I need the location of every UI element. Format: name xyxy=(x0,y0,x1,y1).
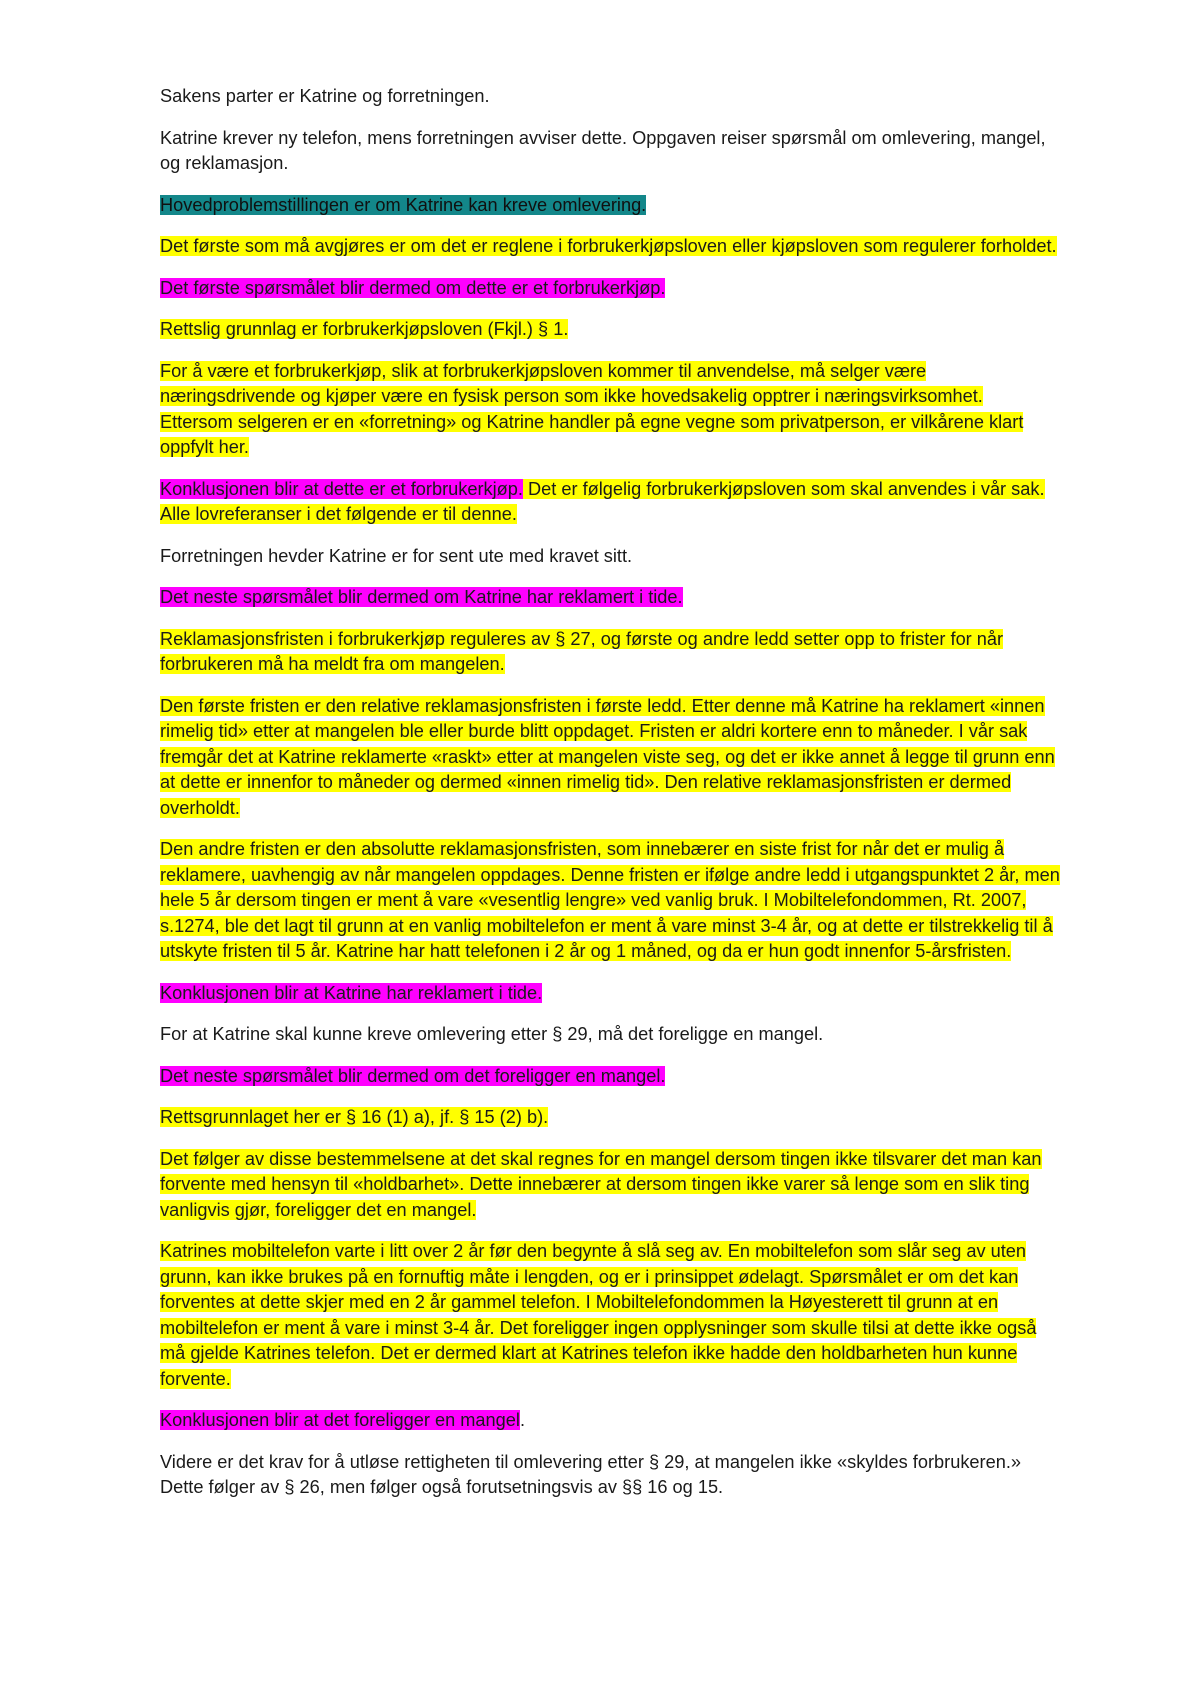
paragraph xyxy=(160,1408,1060,1434)
highlighted-text-yellow: For å være et forbrukerkjøp, slik at forbrukerkjøpsloven kommer til anvendelse, må selger være næringsdrivende og kjøper være en fysisk person som ikke hovedsakelig opptrer i næringsvirksomhet. Ettersom selgeren er en «forretning» og Katrine handler på egne vegne som privatperson, er vilkårene klart oppfylt her. xyxy=(160,360,1024,457)
text-segment: Sakens parter er Katrine og forretningen. xyxy=(160,86,490,106)
text-segment: . xyxy=(519,1410,525,1430)
paragraph xyxy=(160,1105,1060,1131)
paragraph xyxy=(160,981,1060,1007)
text-segment: Videre er det krav for å utløse rettigheten til omlevering etter § 29, at mangelen ikke «skyldes forbrukeren.» Dette følger av § 26, men følger også forutsetningsvis av §§ 16 og 15. xyxy=(160,1451,1021,1497)
paragraph xyxy=(160,544,1060,570)
paragraph xyxy=(160,627,1060,678)
paragraph xyxy=(160,1239,1060,1392)
text-segment: Forretningen hevder Katrine er for sent ute med kravet sitt. xyxy=(160,545,633,566)
highlighted-text-yellow: Den andre fristen er den absolutte reklamasjonsfristen, som innebærer en siste frist for når det er mulig å reklamere, uavhengig av når mangelen oppdages. Denne fristen er ifølge andre ledd i utgangspunktet 2 år, men hele 5 år dersom tingen er ment å vare «vesentlig lengre» ved vanlig bruk. I Mobiltelefondommen, Rt. 2007, s.1274, ble det lagt til grunn at en vanlig mobiltelefon er ment å vare minst 3-4 år, og at dette er tilstrekkelig til å utskyte fristen til 5 år. Katrine har hatt telefonen i 2 år og 1 måned, og da er hun godt innenfor 5-årsfristen. xyxy=(160,839,1060,961)
highlighted-text-magenta: Konklusjonen blir at Katrine har reklamert i tide. xyxy=(160,982,543,1003)
highlighted-text-yellow: Det er følgelig forbrukerkjøpsloven som skal anvendes i vår sak. Alle lovreferanser i det følgende er til denne. xyxy=(160,478,1045,524)
paragraph xyxy=(160,234,1060,260)
highlighted-text-yellow: Det følger av disse bestemmelsene at det skal regnes for en mangel dersom tingen ikke tilsvarer det man kan forvente med hensyn til «holdbarhet». Dette innebærer at dersom tingen ikke varer så lenge som en slik ting vanligvis gjør, foreligger det en mangel. xyxy=(160,1148,1042,1220)
highlighted-text-magenta: Konklusjonen blir at dette er et forbrukerkjøp. xyxy=(160,478,523,499)
paragraph xyxy=(160,1147,1060,1224)
paragraph xyxy=(160,193,1060,219)
paragraph xyxy=(160,837,1060,965)
paragraph xyxy=(160,477,1060,528)
paragraph xyxy=(160,1064,1060,1090)
paragraph xyxy=(160,1022,1060,1048)
highlighted-text-magenta: Det neste spørsmålet blir dermed om Katrine har reklamert i tide. xyxy=(160,587,683,607)
text-segment: For at Katrine skal kunne kreve omlevering etter § 29, må det foreligge en mangel. xyxy=(160,1024,824,1044)
highlighted-text-yellow: Den første fristen er den relative reklamasjonsfristen i første ledd. Etter denne må Katrine ha reklamert «innen rimelig tid» etter at mangelen ble eller burde blitt oppdaget. Fristen er aldri kortere enn to måneder. I vår sak fremgår det at Katrine reklamerte «raskt» etter at mangelen viste seg, og det er ikke annet å legge til grunn enn at dette er innenfor to måneder og dermed «innen rimelig tid». Den relative reklamasjonsfristen er dermed overholdt. xyxy=(160,695,1055,818)
paragraph xyxy=(160,1450,1060,1501)
highlighted-text-magenta: Det neste spørsmålet blir dermed om det foreligger en mangel. xyxy=(160,1065,666,1086)
highlighted-text-magenta: Konklusjonen blir at det foreligger en mangel xyxy=(160,1410,520,1430)
highlighted-text-yellow: Rettslig grunnlag er forbrukerkjøpsloven (Fkjl.) § 1. xyxy=(160,319,569,339)
paragraph xyxy=(160,126,1060,177)
highlighted-text-yellow: Det første som må avgjøres er om det er reglene i forbrukerkjøpsloven eller kjøpsloven som regulerer forholdet. xyxy=(160,236,1057,256)
paragraph xyxy=(160,84,1060,110)
highlighted-text-yellow: Reklamasjonsfristen i forbrukerkjøp reguleres av § 27, og første og andre ledd setter opp to frister for når forbrukeren må ha meldt fra om mangelen. xyxy=(160,628,1004,674)
document-body xyxy=(160,84,1060,1501)
paragraph xyxy=(160,694,1060,822)
highlighted-text-teal: Hovedproblemstillingen er om Katrine kan kreve omlevering. xyxy=(160,194,647,215)
paragraph xyxy=(160,359,1060,461)
paragraph xyxy=(160,276,1060,302)
paragraph xyxy=(160,585,1060,611)
text-segment: Katrine krever ny telefon, mens forretningen avviser dette. Oppgaven reiser spørsmål om omlevering, mangel, og reklamasjon. xyxy=(160,127,1046,173)
highlighted-text-magenta: Det første spørsmålet blir dermed om dette er et forbrukerkjøp. xyxy=(160,277,666,298)
document-page xyxy=(160,84,1060,1517)
highlighted-text-yellow: Katrines mobiltelefon varte i litt over 2 år før den begynte å slå seg av. En mobiltelefon som slår seg av uten grunn, kan ikke brukes på en fornuftig måte i lengden, og er i prinsippet ødelagt. Spørsmålet er om det kan forventes at dette skjer med en 2 år gammel telefon. I Mobiltelefondommen la Høyesterett til grunn at en mobiltelefon er ment å vare i minst 3-4 år. Det foreligger ingen opplysninger som skulle tilsi at dette ikke også må gjelde Katrines telefon. Det er dermed klart at Katrines telefon ikke hadde den holdbarheten hun kunne forvente. xyxy=(160,1241,1037,1389)
highlighted-text-yellow: Rettsgrunnlaget her er § 16 (1) a), jf. § 15 (2) b). xyxy=(160,1107,549,1127)
paragraph xyxy=(160,317,1060,343)
